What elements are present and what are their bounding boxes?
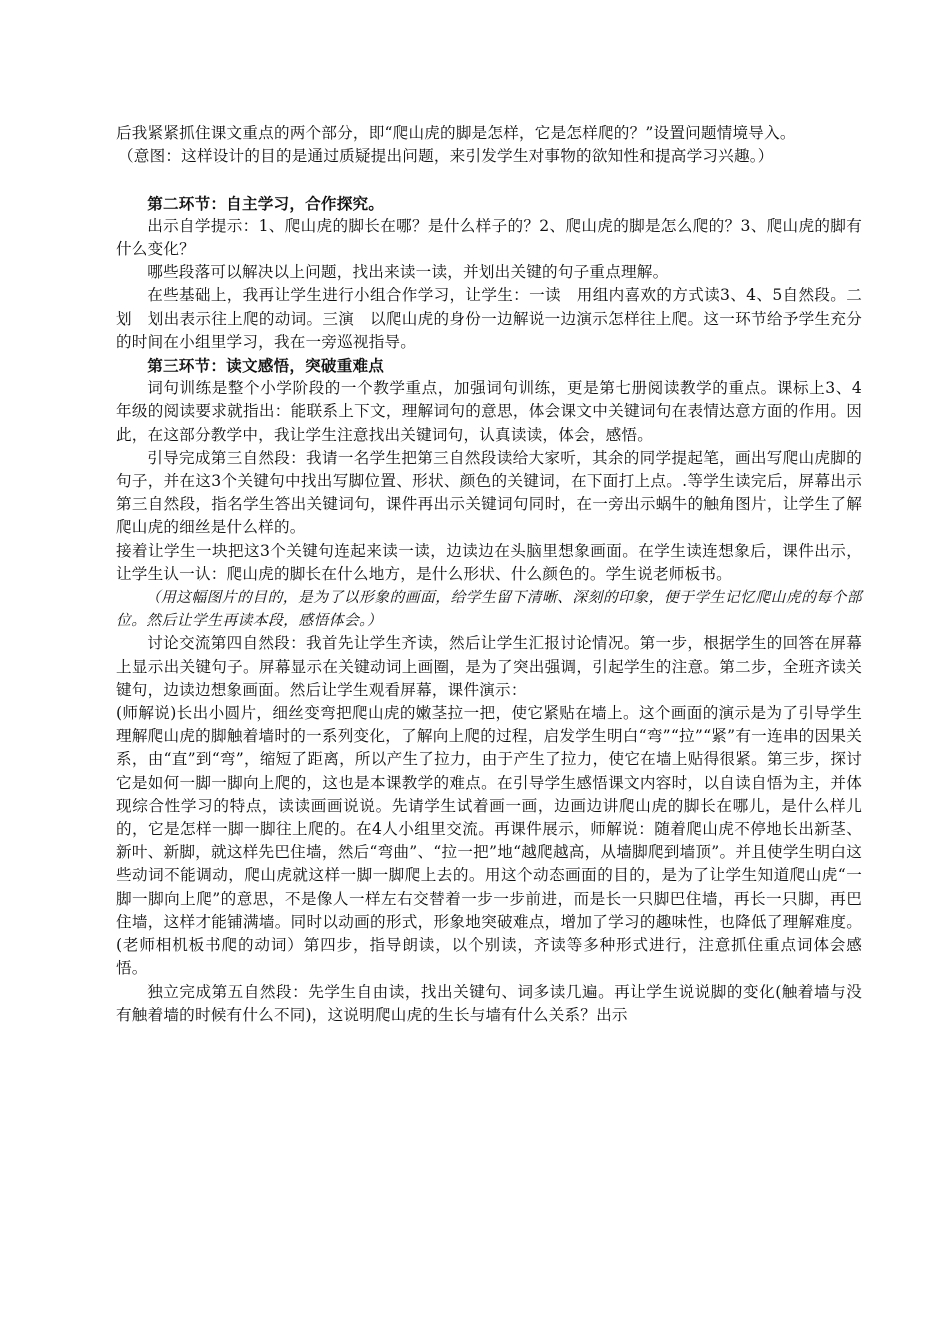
paragraph-intro: 后我紧紧抓住课文重点的两个部分，即“爬山虎的脚是怎样，它是怎样爬的？”设置问题情境导入。: [116, 124, 796, 142]
paragraph-image-purpose-note: （用这幅图片的目的，是为了以形象的画面，给学生留下清晰、深刻的印象，便于学生记忆爬山虎的每个部位。然后让学生再读本段，感悟体会。）: [116, 589, 862, 630]
paragraph-read-together: 接着让学生一块把这3个关键句连起来读一读，边读边在头脑里想象画面。在学生读连想象后，课件出示，让学生认一认：爬山虎的脚长在什么地方，是什么形状、什么颜色的。学生说老师板书。: [116, 541, 862, 583]
paragraph-intent-note: （意图：这样设计的目的是通过质疑提出问题，来引发学生对事物的欲知性和提高学习兴趣。）: [118, 147, 774, 166]
paragraph-self-study-prompt: 出示自学提示：1、爬山虎的脚长在哪？是什么样子的？2、爬山虎的脚是怎么爬的？3、爬山虎的脚有什么变化？: [116, 216, 862, 258]
paragraph-third-section: 引导完成第三自然段：我请一名学生把第三自然段读给大家听，其余的同学提起笔，画出写爬山虎脚的句子，并在这3个关键句中找出写脚位置、形状、颜色的关键词，在下面打上点。.等学生读完后，屏幕出示第三自然段，指名学生答出关键词句，课件再出示关键词句同时，在一旁出示蜗牛的触角图片，让学生了解爬山虎的细丝是什么样的。: [116, 448, 862, 537]
section-heading-3: 第三环节：读文感悟，突破重难点: [147, 356, 385, 376]
paragraph-find-sentences: 哪些段落可以解决以上问题，找出来读一读，并划出关键的句子重点理解。: [147, 263, 669, 282]
paragraph-animation-explanation: (师解说)长出小圆片，细丝变弯把爬山虎的嫩茎拉一把，使它紧贴在墙上。这个画面的演示是为了引导学生理解爬山虎的脚触着墙时的一系列变化，了解向上爬的过程，启发学生明白“弯”“拉”“紧”有一连串的因果关系，由“直”到“弯”，缩短了距离，所以产生了拉力，由于产生了拉力，使它在墙上贴得很紧。第三步，探讨它是如何一脚一脚向上爬的，这也是本课教学的难点。在引导学生感悟课文内容时，以自读自悟为主，并体现综合性学习的特点，读读画画说说。先请学生试着画一画，边画边讲爬山虎的脚长在哪儿，是什么样儿的，它是怎样一脚一脚往上爬的。在4人小组里交流。再课件展示，师解说：随着爬山虎不停地长出新茎、新叶、新脚，就这样先巴住墙，然后“弯曲”、“拉一把”地“越爬越高，从墙脚爬到墙顶”。并且使学生明白这些动词不能调动，爬山虎就这样一脚一脚爬上去的。用这个动态画面的目的，是为了让学生知道爬山虎“一脚一脚向上爬”的意思，不是像人一样左右交替着一步一步前进，而是长一只脚巴住墙，再长一只脚，再巴住墙，这样才能铺满墙。同时以动画的形式，形象地突破难点，增加了学习的趣味性，也降低了理解难度。(老师相机板书爬的动词）第四步，指导朗读，以个别读，齐读等多种形式进行，注意抓住重点词体会感悟。: [116, 704, 862, 978]
paragraph-word-training: 词句训练是整个小学阶段的一个教学重点，加强词句训练，更是第七册阅读教学的重点。课标上3、4年级的阅读要求就指出：能联系上下文，理解词句的意思，体会课文中关键词句在表情达意方面的作用。因此，在这部分教学中，我让学生注意找出关键词句，认真读读，体会，感悟。: [116, 379, 862, 444]
section-heading-2: 第二环节：自主学习，合作探究。: [147, 193, 385, 213]
paragraph-fourth-section: 讨论交流第四自然段：我首先让学生齐读，然后让学生汇报讨论情况。第一步，根据学生的回答在屏幕上显示出关键句子。屏幕显示在关键动词上画圈，是为了突出强调，引起学生的注意。第二步，全班齐读关键句，边读边想象画面。然后让学生观看屏幕，课件演示：: [116, 634, 862, 699]
blank-line: [116, 168, 862, 191]
document-page: [116, 122, 862, 1027]
paragraph-fifth-section: 独立完成第五自然段：先学生自由读，找出关键句、词多读几遍。再让学生说说脚的变化(触着墙与没有触着墙的时候有什么不同)，这说明爬山虎的生长与墙有什么关系？出示: [116, 982, 862, 1024]
paragraph-group-study: 在些基础上，我再让学生进行小组合作学习，让学生：一读 用组内喜欢的方式读3、4、5自然段。二划 划出表示往上爬的动词。三演 以爬山虎的身份一边解说一边演示怎样往上爬。这一环节给予学生充分的时间在小组里学习，我在一旁巡视指导。: [116, 286, 862, 351]
